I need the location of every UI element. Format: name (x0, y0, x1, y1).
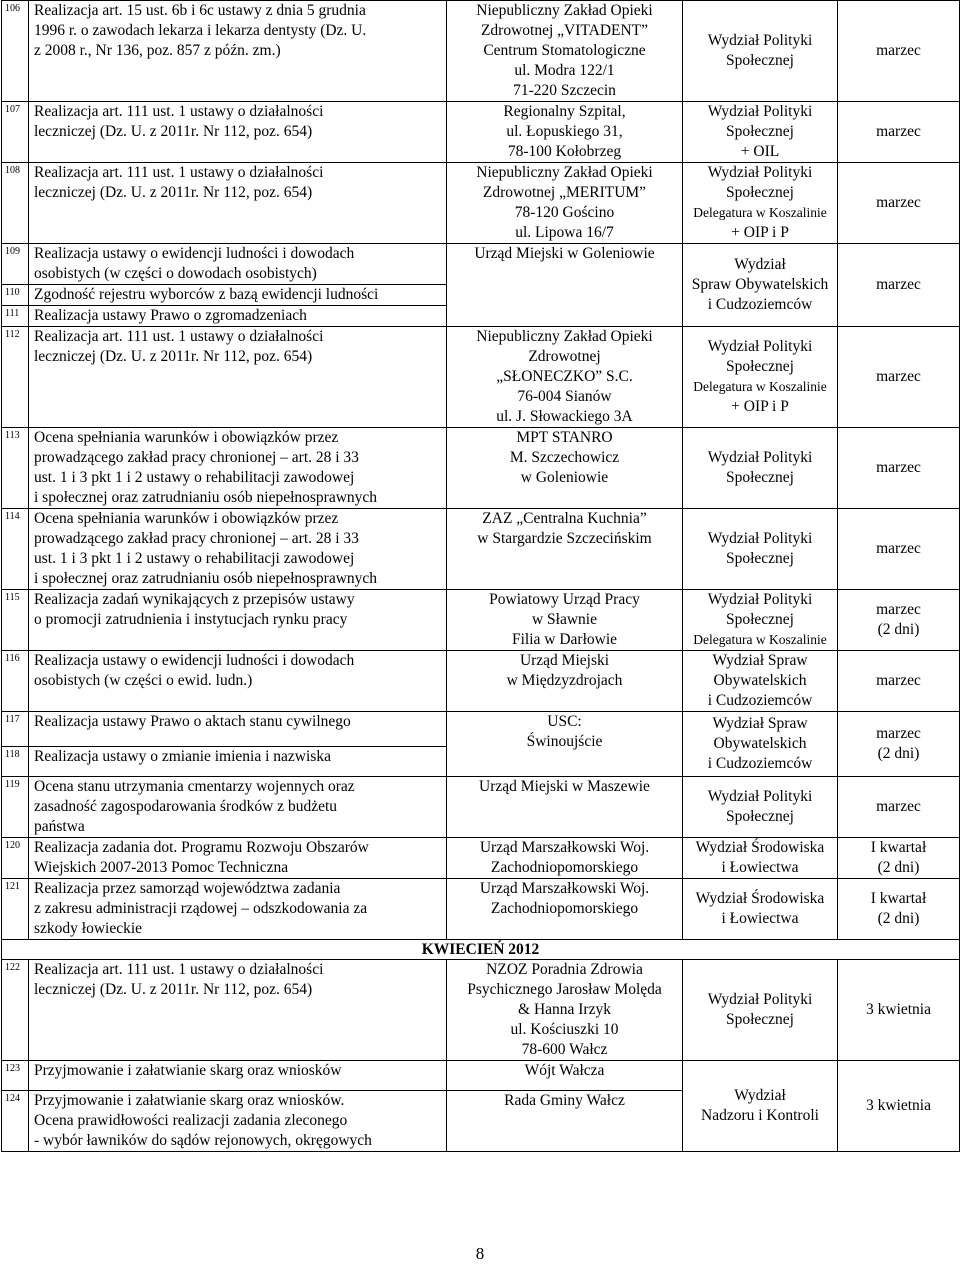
term-cell (838, 163, 960, 244)
task-cell (29, 509, 447, 590)
term-cell-line: marzec (876, 276, 921, 293)
task-cell (29, 651, 447, 712)
inspected-unit-cell (447, 838, 683, 879)
department-cell-line: Wydział Polityki (707, 32, 813, 49)
task-cell-line: prowadzącego zakład pracy chronionej – art. 28 i 33 (34, 530, 359, 547)
task-cell-line: leczniczej (Dz. U. z 2011r. Nr 112, poz. 654) (34, 981, 313, 998)
task-cell-line: Realizacja zadań wynikających z przepisów ustawy (34, 591, 355, 608)
term-cell-line: (2 dni) (877, 745, 920, 762)
term-cell-line: marzec (876, 368, 921, 385)
department-cell-line: Wydział Polityki (707, 449, 813, 466)
inspected-unit-cell-line: Wójt Wałcza (524, 1062, 605, 1079)
inspected-unit-cell-line: Urząd Marszałkowski Woj. (479, 880, 650, 897)
task-cell-line: Realizacja art. 111 ust. 1 ustawy o działalności (34, 328, 324, 345)
task-cell-line: Ocena prawidłowości realizacji zadania zleconego (34, 1112, 348, 1129)
inspected-unit-cell-line: ZAZ „Centralna Kuchnia” (482, 510, 647, 527)
term-cell (838, 777, 960, 838)
department-cell-line: Obywatelskich (713, 672, 807, 689)
inspected-unit-cell-line: Świnoujście (526, 733, 603, 750)
term-cell (838, 1061, 960, 1152)
department-cell-line: Wydział Środowiska (695, 839, 825, 856)
row-number: 114 (2, 509, 29, 590)
department-cell-line: i Łowiectwa (721, 910, 799, 927)
task-cell (29, 244, 447, 285)
table-row (2, 428, 960, 509)
inspected-unit-cell-line: Powiatowy Urząd Pracy (489, 591, 640, 608)
row-number: 106 (2, 1, 29, 102)
task-cell-line: Realizacja ustawy Prawo o aktach stanu cywilnego (34, 713, 351, 730)
department-cell-line: Społecznej (725, 123, 794, 140)
task-cell (29, 1, 447, 102)
table-row (2, 879, 960, 940)
inspected-unit-cell-line: ul. Łopuskiego 31, (506, 123, 623, 140)
department-cell-line: + OIP i P (731, 224, 789, 241)
task-cell-line: Realizacja ustawy Prawo o zgromadzeniach (34, 307, 307, 324)
term-cell (838, 428, 960, 509)
inspected-unit-cell-line: ul. Modra 122/1 (514, 62, 615, 79)
department-cell-line: Wydział (734, 256, 786, 273)
department-cell (683, 163, 838, 244)
task-cell-line: Realizacja art. 15 ust. 6b i 6c ustawy z dnia 5 grudnia (34, 2, 366, 19)
row-number: 121 (2, 879, 29, 940)
department-cell-line: Spraw Obywatelskich (691, 276, 829, 293)
task-cell-line: Realizacja przez samorząd województwa zadania (34, 880, 341, 897)
term-cell-line: marzec (876, 42, 921, 59)
task-cell-line: o promocji zatrudnienia i instytucjach rynku pracy (34, 611, 348, 628)
task-cell-line: Realizacja ustawy o ewidencji ludności i dowodach (34, 245, 355, 262)
inspected-unit-cell (447, 879, 683, 940)
row-number: 107 (2, 102, 29, 163)
department-cell (683, 590, 838, 651)
department-cell-line: Wydział Spraw (712, 652, 808, 669)
term-cell (838, 879, 960, 940)
task-cell-line: 1996 r. o zawodach lekarza i lekarza dentysty (Dz. U. (34, 22, 367, 39)
task-cell (29, 102, 447, 163)
table-row (2, 1, 960, 102)
row-number: 118 (2, 747, 29, 777)
department-cell (683, 777, 838, 838)
task-cell (29, 590, 447, 651)
inspection-plan-table (1, 0, 960, 1152)
term-cell-line: 3 kwietnia (866, 1097, 931, 1114)
inspected-unit-cell-line: Zdrowotnej „MERITUM” (482, 184, 647, 201)
inspected-unit-cell-line: Zdrowotnej „VITADENT” (480, 22, 649, 39)
department-cell-line: Społecznej (725, 52, 794, 69)
department-cell-line: Wydział Polityki (707, 164, 813, 181)
term-cell-line: marzec (876, 672, 921, 689)
inspected-unit-cell (447, 590, 683, 651)
task-cell-line: Wiejskich 2007-2013 Pomoc Techniczna (34, 859, 289, 876)
row-number: 113 (2, 428, 29, 509)
inspected-unit-cell (447, 327, 683, 428)
inspected-unit-cell-line: 78-120 Gościno (514, 204, 615, 221)
inspected-unit-cell-line: 78-100 Kołobrzeg (507, 143, 622, 160)
department-cell-line: Wydział Polityki (707, 338, 813, 355)
term-cell-line: marzec (876, 459, 921, 476)
term-cell-line: I kwartał (870, 839, 927, 856)
inspected-unit-cell (447, 244, 683, 327)
inspected-unit-cell-line: NZOZ Poradnia Zdrowia (486, 961, 643, 978)
term-cell (838, 712, 960, 777)
department-cell (683, 102, 838, 163)
inspected-unit-cell-line: MPT STANRO (516, 429, 613, 446)
department-cell (683, 244, 838, 327)
department-cell-line: Delegatura w Koszalinie (693, 632, 827, 647)
department-cell-line: Społecznej (725, 808, 794, 825)
term-cell-line: marzec (876, 194, 921, 211)
task-cell-line: prowadzącego zakład pracy chronionej – art. 28 i 33 (34, 449, 359, 466)
inspected-unit-cell-line: Filia w Darłowie (511, 631, 618, 648)
department-cell-line: Wydział Polityki (707, 591, 813, 608)
term-cell (838, 651, 960, 712)
table-row (2, 509, 960, 590)
task-cell-line: ust. 1 i 3 pkt 1 i 2 ustawy o rehabilitacji zawodowej (34, 550, 355, 567)
month-header: KWIECIEŃ 2012 (2, 940, 960, 960)
task-cell (29, 960, 447, 1061)
task-cell-line: Realizacja art. 111 ust. 1 ustawy o działalności (34, 164, 324, 181)
department-cell (683, 960, 838, 1061)
table-row (2, 163, 960, 244)
table-row (2, 590, 960, 651)
inspected-unit-cell (447, 1, 683, 102)
task-cell-line: Przyjmowanie i załatwianie skarg oraz wniosków (34, 1062, 342, 1079)
inspected-unit-cell (447, 777, 683, 838)
task-cell-line: Ocena stanu utrzymania cmentarzy wojennych oraz (34, 778, 355, 795)
task-cell-line: państwa (34, 818, 85, 835)
department-cell-line: Wydział Środowiska (695, 890, 825, 907)
task-cell-line: Realizacja zadania dot. Programu Rozwoju Obszarów (34, 839, 369, 856)
row-number: 116 (2, 651, 29, 712)
term-cell-line: (2 dni) (877, 910, 920, 927)
department-cell (683, 879, 838, 940)
term-cell (838, 590, 960, 651)
term-cell-line: marzec (876, 540, 921, 557)
term-cell-line: (2 dni) (877, 859, 920, 876)
term-cell (838, 960, 960, 1061)
department-cell-line: Wydział Spraw (712, 715, 808, 732)
row-number: 108 (2, 163, 29, 244)
task-cell (29, 428, 447, 509)
inspected-unit-cell-line: Urząd Miejski w Goleniowie (474, 245, 655, 262)
inspected-unit-cell-line: ul. J. Słowackiego 3A (496, 408, 633, 425)
inspected-unit-cell-line: Urząd Marszałkowski Woj. (479, 839, 650, 856)
inspected-unit-cell-line: Urząd Miejski (519, 652, 610, 669)
task-cell (29, 747, 447, 777)
inspected-unit-cell-line: Rada Gminy Wałcz (504, 1092, 625, 1109)
row-number: 124 (2, 1091, 29, 1152)
term-cell (838, 1, 960, 102)
inspected-unit-cell-line: w Goleniowie (520, 469, 609, 486)
department-cell (683, 712, 838, 777)
row-number: 111 (2, 306, 29, 327)
task-cell-line: z 2008 r., Nr 136, poz. 857 z późn. zm.) (34, 42, 281, 59)
inspected-unit-cell-line: „SŁONECZKO” S.C. (496, 368, 633, 385)
department-cell (683, 651, 838, 712)
inspected-unit-cell-line: w Stargardzie Szczecińskim (477, 530, 652, 547)
task-cell (29, 327, 447, 428)
term-cell-line: I kwartał (870, 890, 927, 907)
department-cell-line: Społecznej (725, 550, 794, 567)
task-cell-line: Realizacja ustawy o zmianie imienia i nazwiska (34, 748, 331, 765)
department-cell (683, 327, 838, 428)
inspected-unit-cell-line: Zachodniopomorskiego (490, 859, 639, 876)
table-row (2, 777, 960, 838)
term-cell-line: marzec (876, 123, 921, 140)
department-cell (683, 1, 838, 102)
task-cell-line: z zakresu administracji rządowej – odszkodowania za (34, 900, 368, 917)
department-cell-line: i Łowiectwa (721, 859, 799, 876)
task-cell-line: leczniczej (Dz. U. z 2011r. Nr 112, poz. 654) (34, 184, 313, 201)
row-number: 117 (2, 712, 29, 747)
department-cell-line: Wydział (734, 1087, 786, 1104)
task-cell (29, 838, 447, 879)
task-cell-line: Ocena spełniania warunków i obowiązków przez (34, 429, 339, 446)
department-cell (683, 1061, 838, 1152)
page-number: 8 (475, 1244, 485, 1263)
task-cell-line: szkody łowieckie (34, 920, 143, 937)
row-number: 122 (2, 960, 29, 1061)
row-number: 119 (2, 777, 29, 838)
task-cell-line: ust. 1 i 3 pkt 1 i 2 ustawy o rehabilitacji zawodowej (34, 469, 355, 486)
inspected-unit-cell-line: Niepubliczny Zakład Opieki (476, 164, 653, 181)
department-cell-line: i Cudzoziemców (707, 692, 813, 709)
task-cell-line: Realizacja art. 111 ust. 1 ustawy o działalności (34, 961, 324, 978)
row-number: 109 (2, 244, 29, 285)
term-cell-line: marzec (876, 725, 921, 742)
term-cell-line: (2 dni) (877, 621, 920, 638)
department-cell-line: Delegatura w Koszalinie (693, 205, 827, 220)
inspected-unit-cell-line: ul. Lipowa 16/7 (515, 224, 614, 241)
department-cell-line: Społecznej (725, 184, 794, 201)
department-cell-line: Wydział Polityki (707, 991, 813, 1008)
table-row (2, 327, 960, 428)
department-cell-line: i Cudzoziemców (707, 755, 813, 772)
row-number: 110 (2, 285, 29, 306)
department-cell-line: Społecznej (725, 1011, 794, 1028)
inspected-unit-cell-line: Zachodniopomorskiego (490, 900, 639, 917)
department-cell-line: Wydział Polityki (707, 788, 813, 805)
department-cell-line: Wydział Polityki (707, 103, 813, 120)
inspected-unit-cell (447, 960, 683, 1061)
task-cell (29, 306, 447, 327)
department-cell-line: + OIP i P (731, 398, 789, 415)
inspected-unit-cell-line: 71-220 Szczecin (513, 82, 616, 99)
task-cell-line: zasadność zagospodarowania środków z budżetu (34, 798, 338, 815)
inspected-unit-cell (447, 1061, 683, 1091)
inspected-unit-cell-line: Centrum Stomatologiczne (483, 42, 646, 59)
task-cell-line: leczniczej (Dz. U. z 2011r. Nr 112, poz. 654) (34, 123, 313, 140)
table-row (2, 102, 960, 163)
task-cell (29, 879, 447, 940)
task-cell-line: osobistych (w części o ewid. ludn.) (34, 672, 253, 689)
row-number: 120 (2, 838, 29, 879)
task-cell-line: Zgodność rejestru wyborców z bazą ewidencji ludności (34, 286, 379, 303)
table-row (2, 244, 960, 285)
task-cell (29, 285, 447, 306)
inspected-unit-cell (447, 428, 683, 509)
table-row (2, 940, 960, 960)
inspected-unit-cell-line: Psychicznego Jarosław Molęda (467, 981, 662, 998)
term-cell-line: 3 kwietnia (866, 1001, 931, 1018)
department-cell-line: Wydział Polityki (707, 530, 813, 547)
inspected-unit-cell (447, 651, 683, 712)
inspected-unit-cell-line: Niepubliczny Zakład Opieki (476, 328, 653, 345)
department-cell (683, 838, 838, 879)
department-cell-line: Społecznej (725, 469, 794, 486)
term-cell (838, 244, 960, 327)
term-cell (838, 838, 960, 879)
task-cell-line: osobistych (w części o dowodach osobistych) (34, 265, 317, 282)
inspected-unit-cell-line: 76-004 Sianów (517, 388, 612, 405)
task-cell (29, 777, 447, 838)
task-cell (29, 1091, 447, 1152)
term-cell (838, 509, 960, 590)
task-cell-line: i społecznej oraz zatrudnianiu osób niepełnosprawnych (34, 570, 378, 587)
table-row (2, 712, 960, 747)
inspected-unit-cell-line: Urząd Miejski w Maszewie (479, 778, 650, 795)
inspected-unit-cell (447, 102, 683, 163)
table-body (2, 1, 960, 1152)
table-row (2, 651, 960, 712)
department-cell-line: Społecznej (725, 611, 794, 628)
inspected-unit-cell (447, 712, 683, 777)
department-cell-line: Nadzoru i Kontroli (701, 1107, 819, 1124)
term-cell-line: marzec (876, 798, 921, 815)
task-cell (29, 1061, 447, 1091)
department-cell-line: i Cudzoziemców (707, 296, 813, 313)
inspected-unit-cell-line: Regionalny Szpital, (503, 103, 626, 120)
row-number: 123 (2, 1061, 29, 1091)
inspected-unit-cell-line: ul. Kościuszki 10 (510, 1021, 619, 1038)
department-cell (683, 509, 838, 590)
inspected-unit-cell-line: Niepubliczny Zakład Opieki (476, 2, 653, 19)
inspected-unit-cell-line: Zdrowotnej (528, 348, 601, 365)
term-cell (838, 102, 960, 163)
term-cell (838, 327, 960, 428)
department-cell-line: Delegatura w Koszalinie (693, 379, 827, 394)
table-row (2, 838, 960, 879)
task-cell-line: i społecznej oraz zatrudnianiu osób niepełnosprawnych (34, 489, 378, 506)
task-cell-line: Przyjmowanie i załatwianie skarg oraz wniosków. (34, 1092, 345, 1109)
task-cell (29, 712, 447, 747)
department-cell (683, 428, 838, 509)
task-cell-line: Realizacja art. 111 ust. 1 ustawy o działalności (34, 103, 324, 120)
task-cell-line: Realizacja ustawy o ewidencji ludności i dowodach (34, 652, 355, 669)
inspected-unit-cell (447, 1091, 683, 1152)
inspected-unit-cell (447, 509, 683, 590)
department-cell-line: Obywatelskich (713, 735, 807, 752)
row-number: 115 (2, 590, 29, 651)
task-cell-line: - wybór ławników do sądów rejonowych, okręgowych (34, 1132, 372, 1149)
inspected-unit-cell (447, 163, 683, 244)
inspected-unit-cell-line: w Międzyzdrojach (506, 672, 623, 689)
task-cell-line: Ocena spełniania warunków i obowiązków przez (34, 510, 339, 527)
inspected-unit-cell-line: 78-600 Wałcz (521, 1041, 608, 1058)
table-row (2, 1061, 960, 1091)
term-cell-line: marzec (876, 601, 921, 618)
inspected-unit-cell-line: w Sławnie (531, 611, 597, 628)
inspected-unit-cell-line: & Hanna Irzyk (518, 1001, 611, 1018)
inspected-unit-cell-line: USC: (547, 713, 582, 730)
department-cell-line: Społecznej (725, 358, 794, 375)
task-cell-line: leczniczej (Dz. U. z 2011r. Nr 112, poz. 654) (34, 348, 313, 365)
table-row (2, 960, 960, 1061)
inspected-unit-cell-line: M. Szczechowicz (509, 449, 620, 466)
department-cell-line: + OIL (740, 143, 780, 160)
row-number: 112 (2, 327, 29, 428)
task-cell (29, 163, 447, 244)
